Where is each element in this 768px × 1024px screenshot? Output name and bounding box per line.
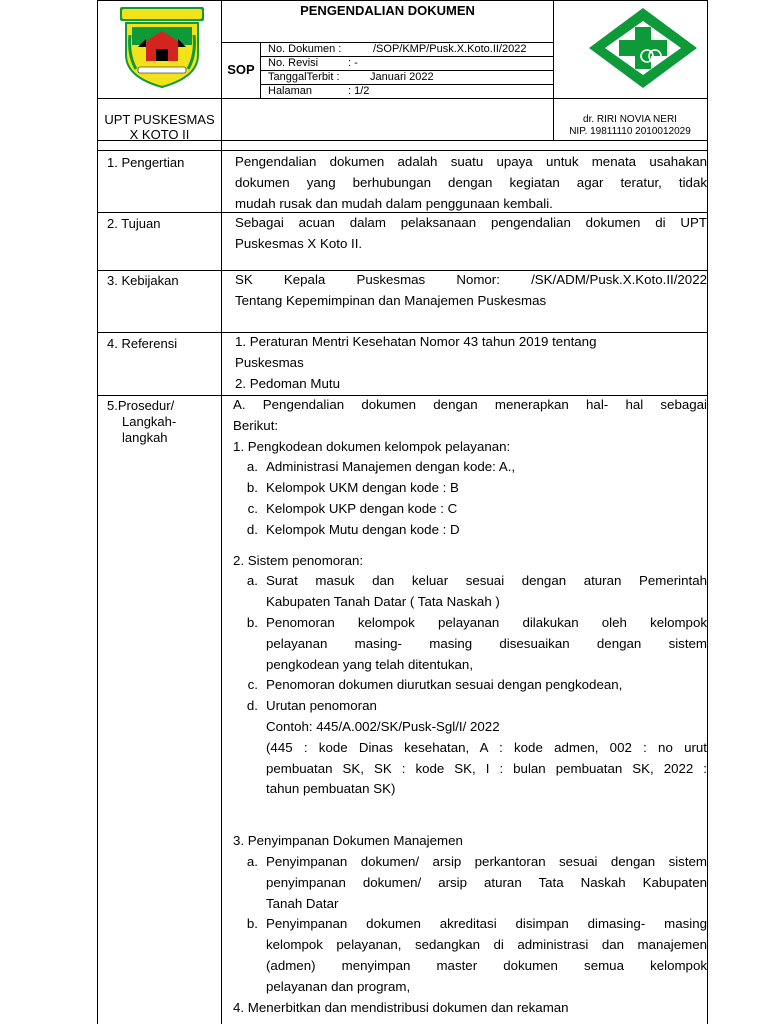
list-item-line: pembuatan SK, SK : kode SK, I : bulan pembuatan SK, 2022 : bbox=[266, 760, 707, 776]
list-item bbox=[233, 613, 707, 675]
kebijakan-line-2: Tentang Kepemimpinan dan Manajemen Puskesmas bbox=[235, 292, 547, 308]
list-marker: c. bbox=[247, 677, 258, 693]
list-item bbox=[233, 571, 707, 613]
list-marker: d. bbox=[246, 521, 258, 537]
referensi-line-1: 1. Peraturan Mentri Kesehatan Nomor 43 tahun 2019 tentang bbox=[235, 334, 597, 349]
list-item-line: (admen) menyimpan master dokumen semua kelompok bbox=[266, 957, 707, 973]
list-item-line: pengkodean yang telah ditentukan, bbox=[266, 656, 474, 672]
meta-label-halaman: Halaman bbox=[268, 85, 313, 97]
header-row-bottom bbox=[97, 98, 708, 99]
list-item bbox=[233, 478, 707, 499]
section-body-tujuan bbox=[235, 213, 707, 255]
unit-name-line-2: X KOTO II bbox=[129, 127, 190, 142]
list-item-line: kelompok pelayanan, sedangkan di administrasi dan manajemen bbox=[266, 937, 707, 953]
referensi-line-2: Puskesmas bbox=[235, 354, 304, 370]
meta-value-halaman: : 1/2 bbox=[348, 85, 370, 97]
unit-name bbox=[98, 112, 221, 142]
list-item-text: Kelompok UKM dengan kode : B bbox=[266, 480, 459, 496]
list-item-line: Contoh: 445/A.002/SK/Pusk-Sgl/I/ 2022 bbox=[266, 718, 500, 734]
list-marker: b. bbox=[246, 480, 258, 496]
section-label-kebijakan: 3. Kebijakan bbox=[107, 273, 179, 288]
section-body-pengertian bbox=[235, 152, 707, 214]
list-item bbox=[233, 696, 707, 800]
list-item bbox=[233, 499, 707, 520]
meta-value-tanggal: Januari 2022 bbox=[370, 71, 434, 83]
list-item-line: (445 : kode Dinas kesehatan, A : kode admen, 002 : no urut bbox=[266, 739, 707, 755]
list-item-line: Tanah Datar bbox=[266, 895, 339, 911]
list-item bbox=[233, 675, 707, 696]
tujuan-line-1: Sebagai acuan dalam pelaksanaan pengendalian dokumen di UPT bbox=[235, 215, 707, 230]
list-item-line: pelayanan masing- masing disesuaikan dengan sistem bbox=[266, 635, 707, 651]
pengertian-line-2: dokumen yang berhubungan dengan kegiatan agar teratur, tidak bbox=[235, 174, 707, 190]
prosedur-label-line-3: langkah bbox=[122, 430, 168, 445]
list-item-line: Penyimpanan dokumen/ arsip perkantoran sesuai dengan sistem bbox=[266, 853, 707, 869]
puskesmas-logo bbox=[583, 5, 703, 91]
list-marker: a. bbox=[246, 853, 258, 869]
list-item-line: Surat masuk dan keluar sesuai dengan aturan Pemerintah bbox=[266, 573, 707, 589]
list-item bbox=[233, 520, 707, 541]
label-column-divider bbox=[221, 0, 222, 1024]
pengertian-line-1: Pengendalian dokumen adalah suatu upaya untuk menata usahakan bbox=[235, 154, 707, 169]
list-item-line: Penomoran kelompok pelayanan dilakukan oleh kelompok bbox=[266, 614, 707, 630]
signer-block bbox=[554, 114, 706, 138]
section-body-referensi bbox=[235, 332, 707, 394]
section-label-referensi: 4. Referensi bbox=[107, 336, 178, 351]
list-marker: a. bbox=[246, 573, 258, 589]
list-item-line: penyimpanan dokumen/ arsip aturan Tata Naskah Kabupaten bbox=[266, 874, 707, 890]
signer-nip: NIP. 19811110 2010012029 bbox=[569, 126, 691, 137]
section-body-kebijakan bbox=[235, 270, 707, 312]
document-title: PENGENDALIAN DOKUMEN bbox=[300, 3, 475, 18]
list-item bbox=[233, 852, 707, 914]
meta-value-revisi: : - bbox=[348, 57, 358, 69]
prosedur-intro-line-1: A. Pengendalian dokumen dengan menerapkan hal- hal sebagai bbox=[233, 397, 707, 412]
meta-label-tanggal: TanggalTerbit : bbox=[268, 71, 340, 83]
list-marker: c. bbox=[247, 500, 258, 516]
table-border-right bbox=[707, 0, 708, 1024]
table-border-top bbox=[97, 0, 708, 1]
list-item-text: Kelompok UKP dengan kode : C bbox=[266, 500, 458, 516]
prosedur-label-line-1: 5.Prosedur/ bbox=[107, 398, 175, 413]
referensi-line-3: 2. Pedoman Mutu bbox=[235, 375, 340, 391]
meta-label-revisi: No. Revisi bbox=[268, 57, 319, 69]
tujuan-line-2: Puskesmas X Koto II. bbox=[235, 235, 363, 251]
kebijakan-line-1: SK Kepala Puskesmas Nomor: /SK/ADM/Pusk.X.Koto.II/2022 bbox=[235, 272, 707, 287]
spacer-row-bottom bbox=[97, 150, 708, 151]
list-item-line: Kabupaten Tanah Datar ( Tata Naskah ) bbox=[266, 594, 500, 610]
list-item bbox=[233, 914, 707, 997]
pengertian-line-3: mudah rusak dan mudah dalam penggunaan kembali. bbox=[235, 195, 553, 211]
section-label-tujuan: 2. Tujuan bbox=[107, 216, 161, 231]
list-item-line: Penomoran dokumen diurutkan sesuai dengan pengkodean, bbox=[266, 677, 623, 693]
table-border-left bbox=[97, 0, 98, 1024]
meta-value-dokumen: /SOP/KMP/Pusk.X.Koto.II/2022 bbox=[373, 43, 527, 55]
procedure-heading-4: 4. Menerbitkan dan mendistribusi dokumen dan rekaman bbox=[233, 999, 569, 1015]
prosedur-label-line-2: Langkah- bbox=[122, 414, 177, 429]
procedure-heading-2: 2. Sistem penomoran: bbox=[233, 552, 364, 568]
list-item-line: Penyimpanan dokumen akreditasi disimpan dimasing- masing bbox=[266, 916, 707, 932]
section-label-prosedur bbox=[107, 398, 176, 446]
list-item bbox=[233, 457, 707, 478]
list-marker: d. bbox=[246, 698, 258, 714]
sop-label: SOP bbox=[227, 62, 255, 77]
section-body-prosedur bbox=[233, 395, 707, 1018]
tanah-datar-logo bbox=[118, 5, 206, 89]
list-marker: b. bbox=[246, 614, 258, 630]
list-item-line: pelayanan dan program, bbox=[266, 978, 411, 994]
procedure-heading-1: 1. Pengkodean dokumen kelompok pelayanan: bbox=[233, 438, 511, 454]
procedure-heading-3: 3. Penyimpanan Dokumen Manajemen bbox=[233, 833, 463, 849]
list-item-text: Kelompok Mutu dengan kode : D bbox=[266, 521, 460, 537]
signer-name: dr. RIRI NOVIA NERI bbox=[583, 114, 677, 125]
meta-label-dokumen: No. Dokumen : bbox=[268, 43, 342, 55]
list-item-line: Urutan penomoran bbox=[266, 698, 377, 714]
list-marker: a. bbox=[246, 459, 258, 475]
list-item-line: tahun pembuatan SK) bbox=[266, 781, 396, 797]
list-marker: b. bbox=[246, 916, 258, 932]
list-item-text: Administrasi Manajemen dengan kode: A., bbox=[266, 459, 516, 475]
section-label-pengertian: 1. Pengertian bbox=[107, 155, 185, 170]
unit-name-line-1: UPT PUSKESMAS bbox=[104, 112, 215, 127]
prosedur-intro-line-2: Berikut: bbox=[233, 417, 279, 433]
